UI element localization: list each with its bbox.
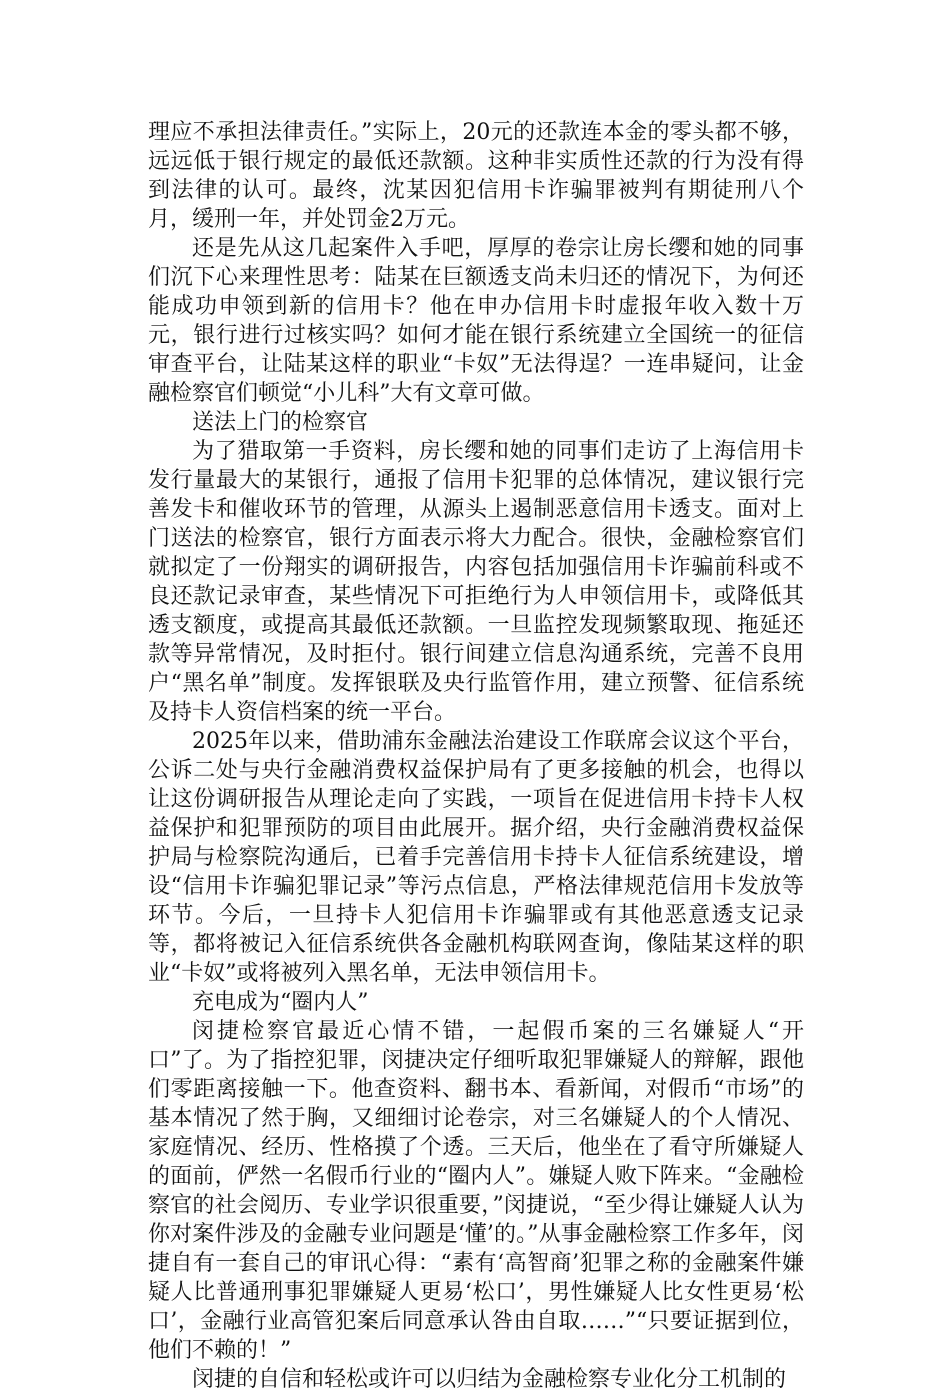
paragraph-continuation: 理应不承担法律责任。”实际上，20元的还款连本金的零头都不够，远远低于银行规定的最低还款额。这种非实质性还款的行为没有得到法律的认可。最终，沈某因犯信用卡诈骗罪被判有期徒刑八个月，缓刑一年，并处罚金2万元。	[148, 120, 804, 232]
paragraph-2025-platform: 2025年以来，借助浦东金融法治建设工作联席会议这个平台，公诉二处与央行金融消费权益保护局有了更多接触的机会，也得以让这份调研报告从理论走向了实践，一项旨在促进信用卡持卡人权益保护和犯罪预防的项目由此展开。据介绍，央行金融消费权益保护局与检察院沟通后，已着手完善信用卡持卡人征信系统建设，增设“信用卡诈骗犯罪记录”等污点信息，严格法律规范信用卡发放等环节。今后，一旦持卡人犯信用卡诈骗罪或有其他恶意透支记录等，都将被记入征信系统供各金融机构联网查询，像陆某这样的职业“卡奴”或将被列入黑名单，无法申领信用卡。	[148, 729, 804, 986]
paragraph-bank-visit: 为了猎取第一手资料，房长缨和她的同事们走访了上海信用卡发行量最大的某银行，通报了信用卡犯罪的总体情况，建议银行完善发卡和催收环节的管理，从源头上遏制恶意信用卡透支。面对上门送法的检察官，银行方面表示将大力配合。很快，金融检察官们就拟定了一份翔实的调研报告，内容包括加强信用卡诈骗前科或不良还款记录审查，某些情况下可拒绝行为人申领信用卡，或降低其透支额度，或提高其最低还款额。一旦监控发现频繁取现、拖延还款等异常情况，及时拒付。银行间建立信息沟通系统，完善不良用户“黑名单”制度。发挥银联及央行监管作用，建立预警、征信系统及持卡人资信档案的统一平台。	[148, 439, 804, 725]
paragraph-case-reflection: 还是先从这几起案件入手吧，厚厚的卷宗让房长缨和她的同事们沉下心来理性思考：陆某在巨额透支尚未归还的情况下，为何还能成功申领到新的信用卡？他在申办信用卡时虚报年收入数十万元，银行进行过核实吗？如何才能在银行系统建立全国统一的征信审查平台，让陆某这样的职业“卡奴”无法得逞？一连串疑问，让金融检察官们顿觉“小儿科”大有文章可做。	[148, 236, 804, 406]
paragraph-truncated: 闵捷的自信和轻松或许可以归结为金融检察专业化分工机制的	[192, 1367, 787, 1392]
section-heading-insider: 充电成为“圈内人”	[192, 990, 369, 1015]
section-heading-law-delivery: 送法上门的检察官	[192, 410, 369, 435]
paragraph-counterfeit-case: 闵捷检察官最近心情不错，一起假币案的三名嫌疑人“开口”了。为了指控犯罪，闵捷决定仔细听取犯罪嫌疑人的辩解，跟他们零距离接触一下。他查资料、翻书本、看新闻，对假币“市场”的基本情况了然于胸，又细细讨论卷宗，对三名嫌疑人的个人情况、家庭情况、经历、性格摸了个透。三天后，他坐在了看守所嫌疑人的面前，俨然一名假币行业的“圈内人”。嫌疑人败下阵来。“金融检察官的社会阅历、专业学识很重要，”闵捷说，“至少得让嫌疑人认为你对案件涉及的金融专业问题是‘懂’的。”从事金融检察工作多年，闵捷自有一套自己的审讯心得：“素有‘高智商’犯罪之称的金融案件嫌疑人比普通刑事犯罪嫌疑人更易‘松口’，男性嫌疑人比女性更易‘松口’，金融行业高管犯案后同意承认咎由自取……”“只要证据到位，他们不赖的！”	[148, 1019, 804, 1363]
document-body	[148, 118, 804, 1394]
